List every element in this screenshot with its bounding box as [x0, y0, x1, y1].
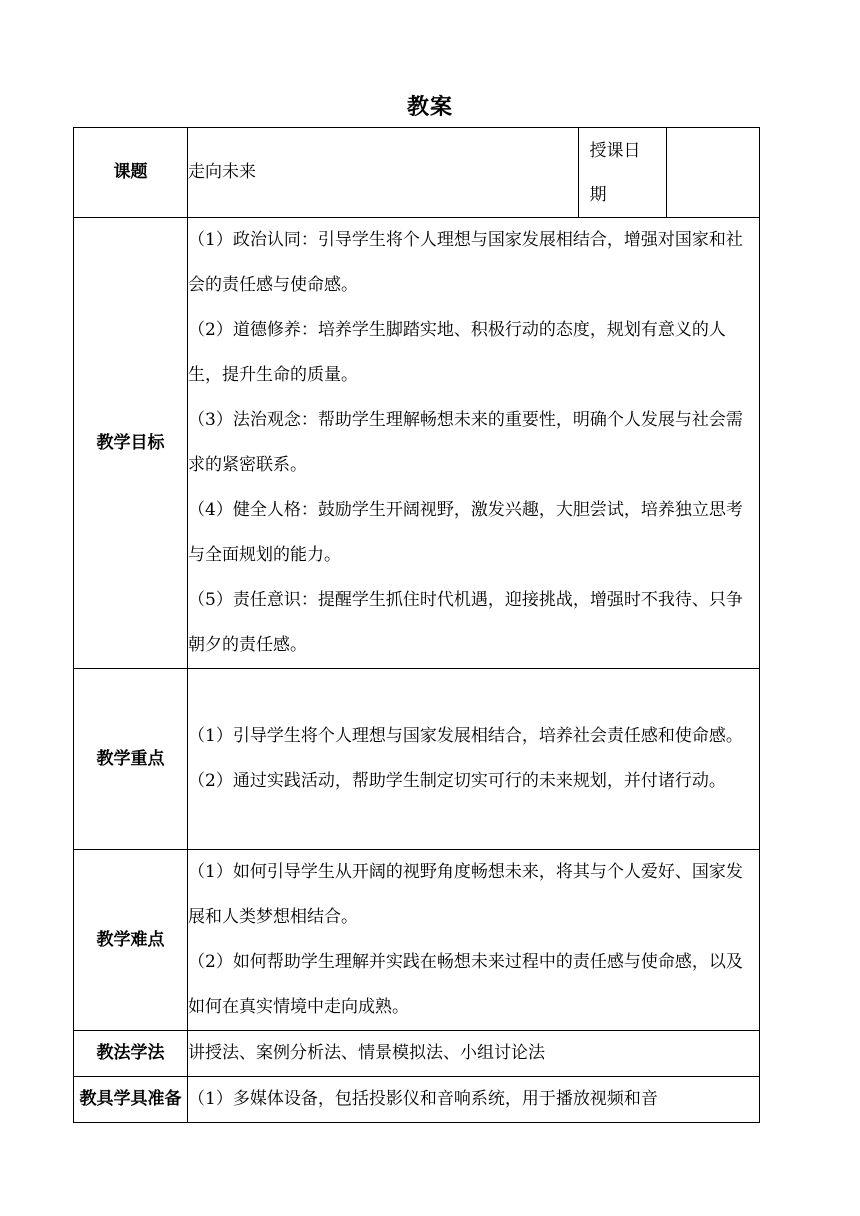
lesson-plan-table — [73, 127, 760, 1123]
objectives-content — [188, 218, 760, 669]
topic-value: 走向未来 — [188, 128, 579, 218]
objective-item: （1）政治认同：引导学生将个人理想与国家发展相结合，增强对国家和社会的责任感与使命感。 — [188, 230, 743, 295]
topic-label: 课题 — [74, 128, 188, 218]
difficulty-item: （1）如何引导学生从开阔的视野角度畅想未来，将其与个人爱好、国家发展和人类梦想相结合。 — [188, 862, 743, 927]
date-label — [579, 128, 667, 218]
topic-row — [74, 128, 760, 218]
methods-label: 教法学法 — [74, 1031, 188, 1077]
objective-item: （5）责任意识：提醒学生抓住时代机遇，迎接挑战，增强时不我待、只争朝夕的责任感。 — [188, 590, 743, 655]
difficulties-content — [188, 850, 760, 1031]
key-point-item: （1）引导学生将个人理想与国家发展相结合，培养社会责任感和使命感。 — [188, 726, 743, 746]
key-point-item: （2）通过实践活动，帮助学生制定切实可行的未来规划，并付诸行动。 — [188, 771, 726, 791]
difficulty-item: （2）如何帮助学生理解并实践在畅想未来过程中的责任感与使命感，以及如何在真实情境中走向成熟。 — [188, 952, 743, 1017]
difficulties-label: 教学难点 — [74, 850, 188, 1031]
date-label-text: 授课日期 — [589, 140, 641, 205]
objective-item: （2）道德修养：培养学生脚踏实地、积极行动的态度，规划有意义的人生，提升生命的质量。 — [188, 320, 726, 385]
page-title: 教案 — [406, 95, 453, 120]
key-points-row — [74, 669, 760, 850]
key-points-label: 教学重点 — [74, 669, 188, 850]
objectives-row — [74, 218, 760, 669]
objective-item: （4）健全人格：鼓励学生开阔视野，激发兴趣，大胆尝试，培养独立思考与全面规划的能力。 — [188, 500, 743, 565]
key-points-content — [188, 669, 760, 850]
tools-row — [74, 1077, 760, 1123]
objective-item: （3）法治观念：帮助学生理解畅想未来的重要性，明确个人发展与社会需求的紧密联系。 — [188, 410, 743, 475]
tools-value: （1）多媒体设备，包括投影仪和音响系统，用于播放视频和音 — [188, 1077, 760, 1123]
date-value — [667, 128, 760, 218]
methods-value: 讲授法、案例分析法、情景模拟法、小组讨论法 — [188, 1031, 760, 1077]
difficulties-row — [74, 850, 760, 1031]
objectives-label: 教学目标 — [74, 218, 188, 669]
methods-row — [74, 1031, 760, 1077]
tools-label: 教具学具准备 — [74, 1077, 188, 1123]
